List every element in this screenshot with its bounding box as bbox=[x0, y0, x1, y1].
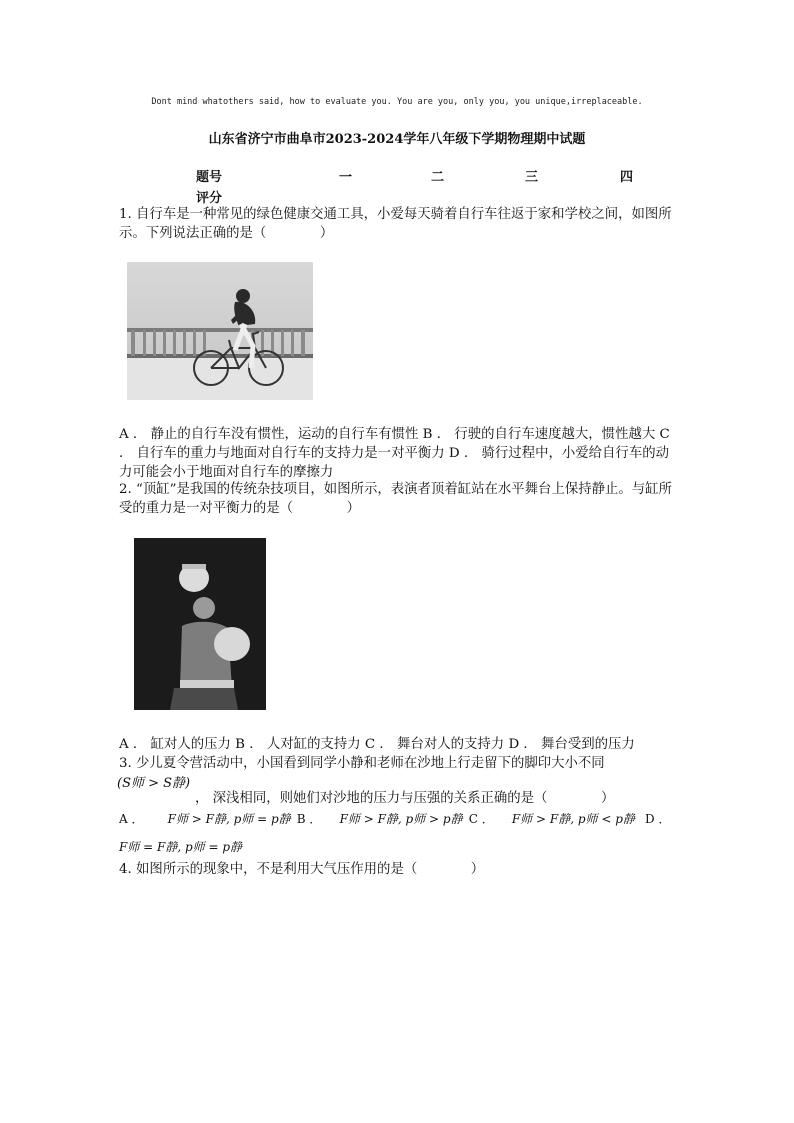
question-3-stem: 3. 少儿夏令营活动中，小国看到同学小静和老师在沙地上行走留下的脚印大小不同 bbox=[119, 756, 605, 771]
score-col-4: 四 bbox=[620, 170, 634, 185]
option-a-formula: F师 > F静, p师 = p静 bbox=[167, 812, 291, 826]
option-c-formula: F师 > F静, p师 < p静 bbox=[511, 812, 635, 826]
bicycle-figure bbox=[127, 262, 313, 400]
question-3-options-row2 bbox=[119, 838, 242, 855]
question-3-stem-continued: ， 深浅相同，则她们对沙地的压力与压强的关系正确的是（ ） bbox=[195, 791, 615, 806]
option-b-formula: F师 > F静, p师 > p静 bbox=[339, 812, 463, 826]
option-c-label: C ． bbox=[468, 812, 494, 826]
score-row-label: 评分 bbox=[196, 191, 223, 206]
option-d-label: D ． bbox=[645, 812, 671, 826]
question-3-options-row1 bbox=[119, 810, 670, 827]
score-header-label: 题号 bbox=[196, 170, 223, 185]
motto-text: Dont mind whatothers said, how to evaluate you. You are you, only you, you unique,irreplaceable. bbox=[151, 97, 643, 107]
question-2-stem: 2. “顶缸”是我国的传统杂技项目，如图所示，表演者顶着缸站在水平舞台上保持静止。与缸所受的重力是一对平衡力的是（ ） bbox=[119, 482, 672, 516]
exam-title: 山东省济宁市曲阜市2023-2024学年八年级下学期物理期中试题 bbox=[208, 132, 586, 147]
jar-balancing-figure bbox=[134, 538, 266, 710]
option-d-formula: F师 = F静, p师 = p静 bbox=[119, 840, 243, 854]
question-1-options: A ． 静止的自行车没有惯性，运动的自行车有惯性 B ． 行驶的自行车速度越大，惯性越大 C ． 自行车的重力与地面对自行车的支持力是一对平衡力 D ． 骑行过程中，小爱给自行车的动力可能会小于地面对自行车的摩擦力 bbox=[119, 427, 670, 480]
question-4-stem: 4. 如图所示的现象中，不是利用大气压作用的是（ ） bbox=[119, 862, 485, 877]
score-table-header bbox=[196, 166, 656, 184]
score-col-3: 三 bbox=[525, 170, 539, 185]
question-1-stem: 1. 自行车是一种常见的绿色健康交通工具，小爱每天骑着自行车往返于家和学校之间，如图所示。下列说法正确的是（ ） bbox=[119, 207, 672, 241]
option-a-label: A ． bbox=[119, 812, 144, 826]
option-b-label: B ． bbox=[296, 812, 322, 826]
score-col-1: 一 bbox=[339, 170, 353, 185]
score-col-2: 二 bbox=[431, 170, 445, 185]
question-2-options: A ． 缸对人的压力 B ． 人对缸的支持力 C ． 舞台对人的支持力 D ． 舞台受到的压力 bbox=[119, 737, 635, 752]
question-3-area-condition: (S师 > S静) bbox=[117, 776, 191, 791]
